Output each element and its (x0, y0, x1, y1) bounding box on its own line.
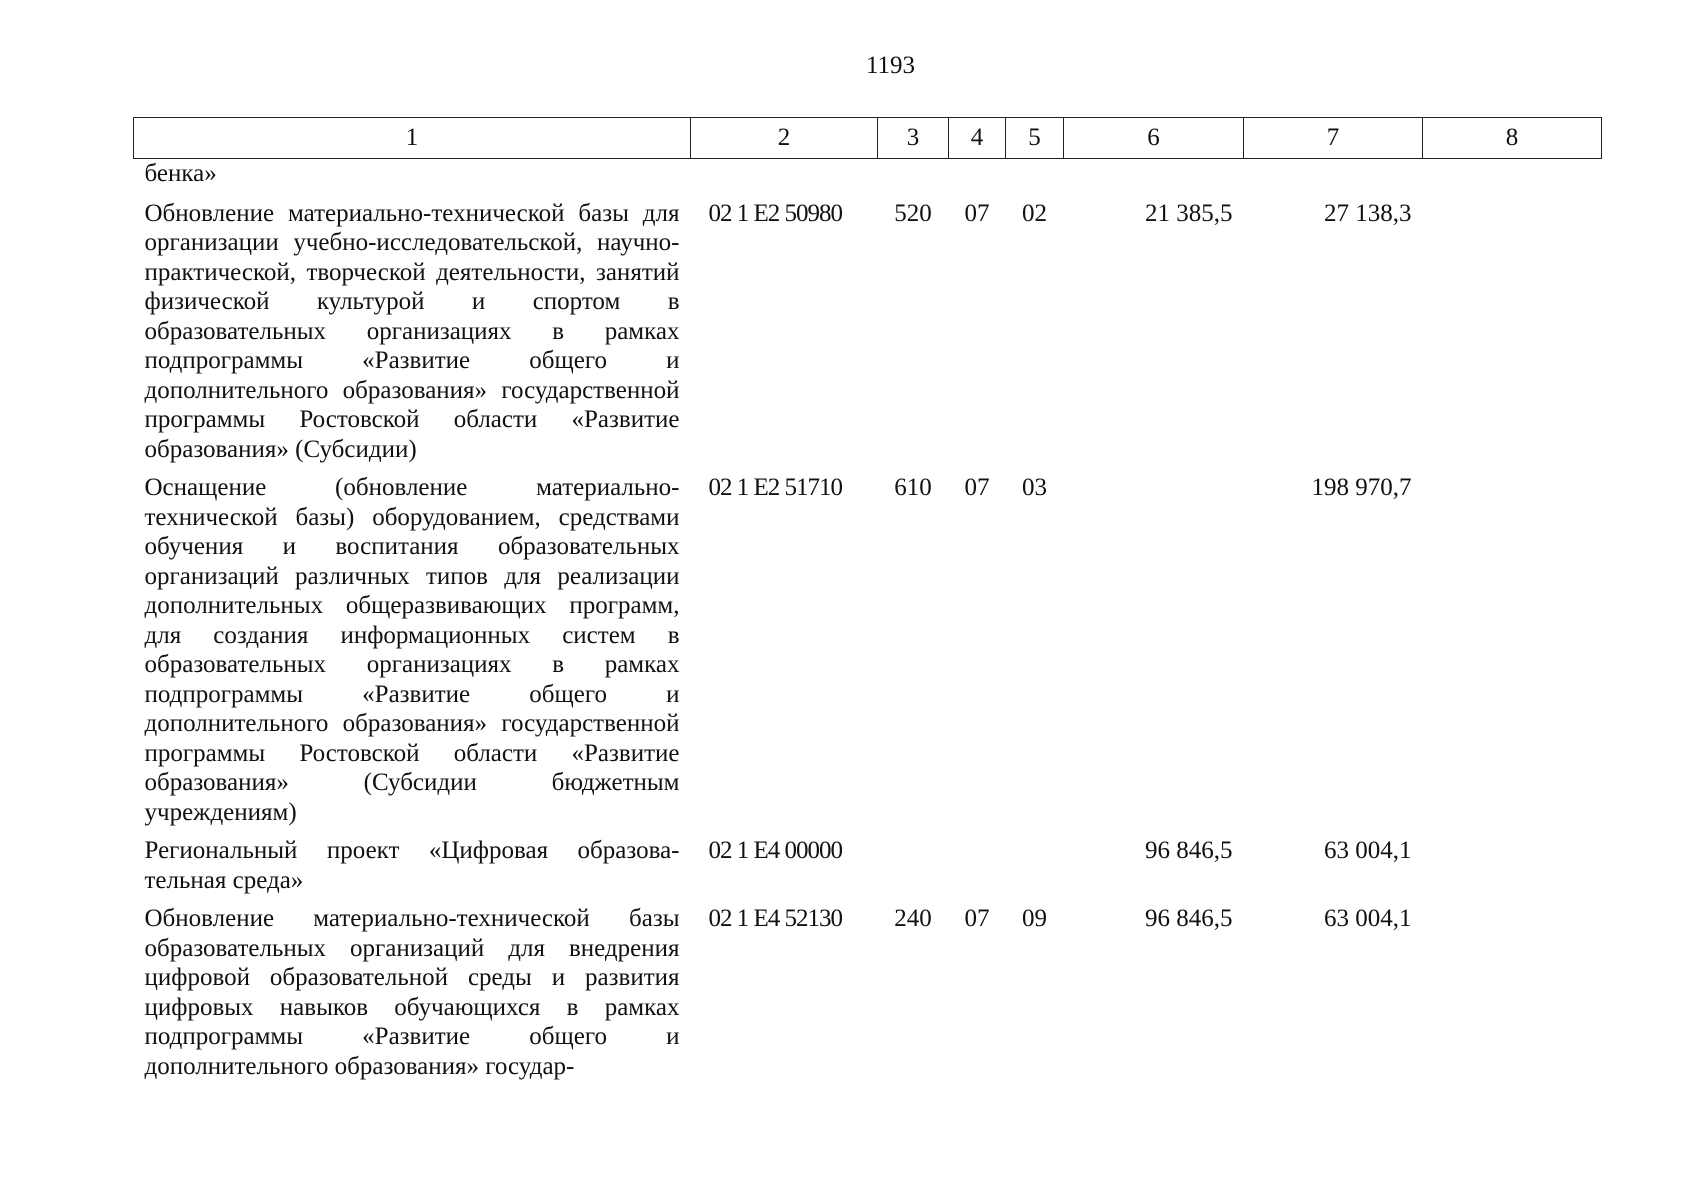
table-row (134, 159, 1602, 199)
row-col4: 07 (964, 905, 990, 932)
row-col8 (1423, 199, 1602, 474)
row-code (691, 159, 878, 199)
column-header-5: 5 (1006, 118, 1064, 159)
row-col8 (1423, 836, 1602, 904)
row-col3: 240 (894, 905, 932, 932)
row-description: Обновление материально-технической базы для организации учебно-исследовательской, научно-практической, творческой деятельности, занятий физической культурой и спортом в образовательных организациях в рамках подпрограммы «Развитие общего и дополнительного образования» государственной программы Ростовской области «Развитие образования» (Субсидии) (144, 199, 680, 463)
table-row (134, 904, 1602, 1090)
row-code: 02 1 E2 50980 (708, 199, 843, 227)
row-col6 (1064, 473, 1244, 836)
column-header-7: 7 (1244, 118, 1423, 159)
row-col3: 610 (894, 474, 932, 501)
column-header-3: 3 (878, 118, 949, 159)
row-col6: 96 846,5 (1145, 905, 1233, 932)
table-row (134, 836, 1602, 904)
row-code: 02 1 E4 52130 (708, 905, 843, 932)
row-col8 (1423, 904, 1602, 1090)
row-col4: 07 (964, 474, 990, 501)
row-col7: 27 138,3 (1324, 199, 1412, 227)
page-number: 1193 (865, 52, 916, 79)
row-code: 02 1 E4 00000 (708, 837, 843, 864)
column-header-8: 8 (1423, 118, 1602, 159)
row-col5: 03 (1022, 474, 1047, 501)
row-code: 02 1 E2 51710 (708, 474, 843, 501)
table-header-row (134, 118, 1602, 159)
table-row (134, 473, 1602, 836)
budget-table (133, 117, 1602, 1090)
column-header-6: 6 (1064, 118, 1244, 159)
row-col7: 63 004,1 (1324, 837, 1412, 864)
row-col5 (1006, 159, 1064, 199)
row-description: бенка» (144, 160, 217, 187)
row-col7: 63 004,1 (1324, 905, 1412, 932)
row-col3 (878, 836, 949, 904)
row-col6 (1064, 159, 1244, 199)
row-col3: 520 (894, 199, 932, 227)
row-col5: 09 (1022, 905, 1047, 932)
row-col8 (1423, 473, 1602, 836)
row-col3 (878, 159, 949, 199)
column-header-4: 4 (949, 118, 1006, 159)
row-col8 (1423, 159, 1602, 199)
row-col4 (949, 836, 1006, 904)
row-col5 (1006, 836, 1064, 904)
row-col6: 21 385,5 (1145, 199, 1233, 227)
row-description: Региональный проект «Цифровая образовательная среда» (144, 837, 680, 894)
table-row (134, 199, 1602, 474)
row-col5: 02 (1022, 199, 1047, 227)
row-col4: 07 (964, 199, 990, 227)
row-description: Оснащение (обновление материально-технической базы) оборудованием, средствами обучения и воспитания образовательных организаций различных типов для реализации дополнительных общеразвивающих программ, для создания информационных систем в образовательных организациях в рамках подпрограммы «Развитие общего и дополнительного образования» государственной программы Ростовской области «Развитие образования» (Субсидии бюджетным учреждениям) (144, 474, 680, 826)
row-description: Обновление материально-технической базы образовательных организаций для внедрения цифровой образовательной среды и развития цифровых навыков обучающихся в рамках подпрограммы «Развитие общего и дополнительного образования» государ- (144, 905, 680, 1080)
row-col7: 198 970,7 (1311, 474, 1412, 501)
row-col6: 96 846,5 (1145, 837, 1233, 864)
column-header-2: 2 (691, 118, 878, 159)
row-col4 (949, 159, 1006, 199)
row-col7 (1244, 159, 1423, 199)
column-header-1: 1 (134, 118, 691, 159)
